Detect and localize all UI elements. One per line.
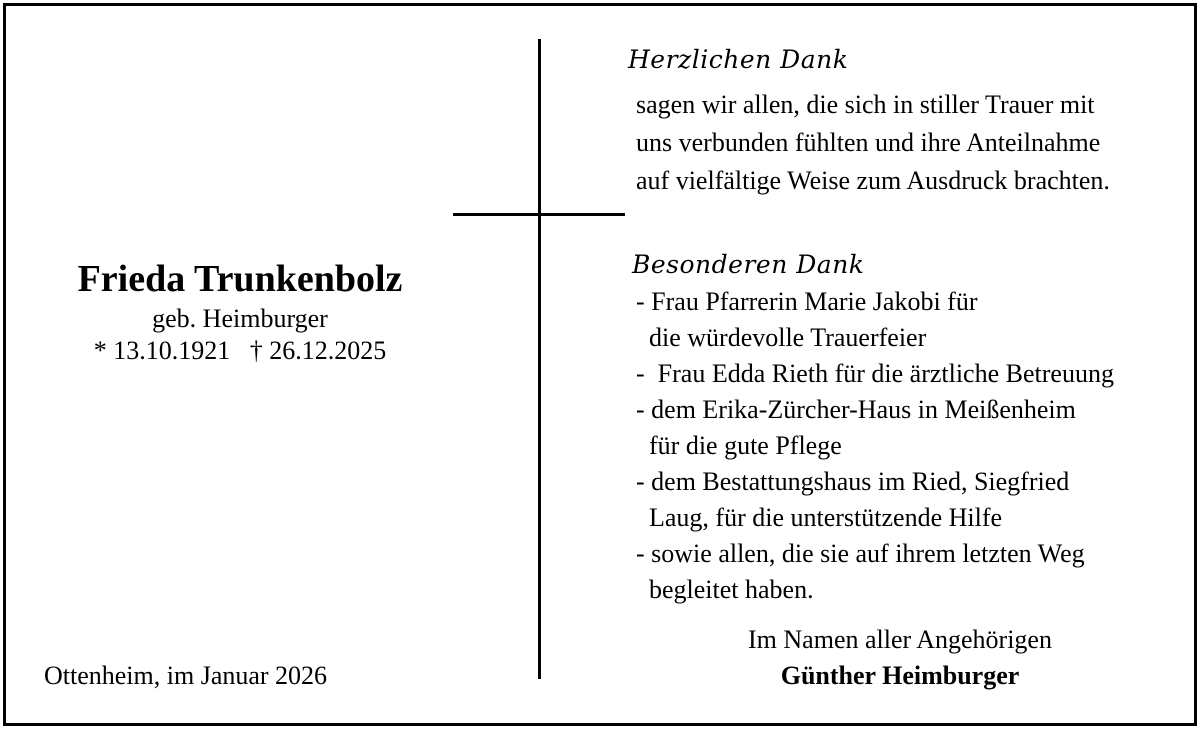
intro-line: uns verbunden fühlten und ihre Anteilnahme <box>636 128 1101 157</box>
thanks-line: Laug, für die unterstützende Hilfe <box>636 503 1003 532</box>
thanks-line: - sowie allen, die sie auf ihrem letzten Weg <box>636 539 1085 568</box>
intro-line: auf vielfältige Weise zum Ausdruck brachten. <box>636 166 1110 195</box>
intro-text <box>636 86 1110 200</box>
thanks-line: - dem Erika-Zürcher-Haus in Meißenheim <box>636 395 1076 424</box>
place-date: Ottenheim, im Januar 2026 <box>44 661 328 690</box>
thanks-line: die würdevolle Trauerfeier <box>636 323 927 352</box>
heading-special-thanks: Besonderen Dank <box>632 250 865 279</box>
cross-bar <box>453 213 625 216</box>
heading-thanks: Herzlichen Dank <box>628 45 849 74</box>
deceased-block <box>20 255 460 367</box>
thanks-line: - Frau Pfarrerin Marie Jakobi für <box>636 287 978 316</box>
thanks-line: - dem Bestattungshaus im Ried, Siegfried <box>636 467 1070 496</box>
thanks-line: - Frau Edda Rieth für die ärztliche Betreuung <box>636 359 1114 388</box>
thanks-line: für die gute Pflege <box>636 431 842 460</box>
signature-block <box>700 622 1100 694</box>
intro-line: sagen wir allen, die sich in stiller Trauer mit <box>636 90 1095 119</box>
signature-line: Im Namen aller Angehörigen <box>748 625 1052 654</box>
maiden-name: geb. Heimburger <box>152 304 328 333</box>
cross-icon <box>538 39 541 679</box>
life-dates: * 13.10.1921 † 26.12.2025 <box>93 336 387 365</box>
thanks-line: begleitet haben. <box>636 575 814 604</box>
thanks-list <box>636 284 1114 608</box>
deceased-name: Frieda Trunkenbolz <box>77 258 403 300</box>
signer-name: Günther Heimburger <box>780 661 1020 690</box>
